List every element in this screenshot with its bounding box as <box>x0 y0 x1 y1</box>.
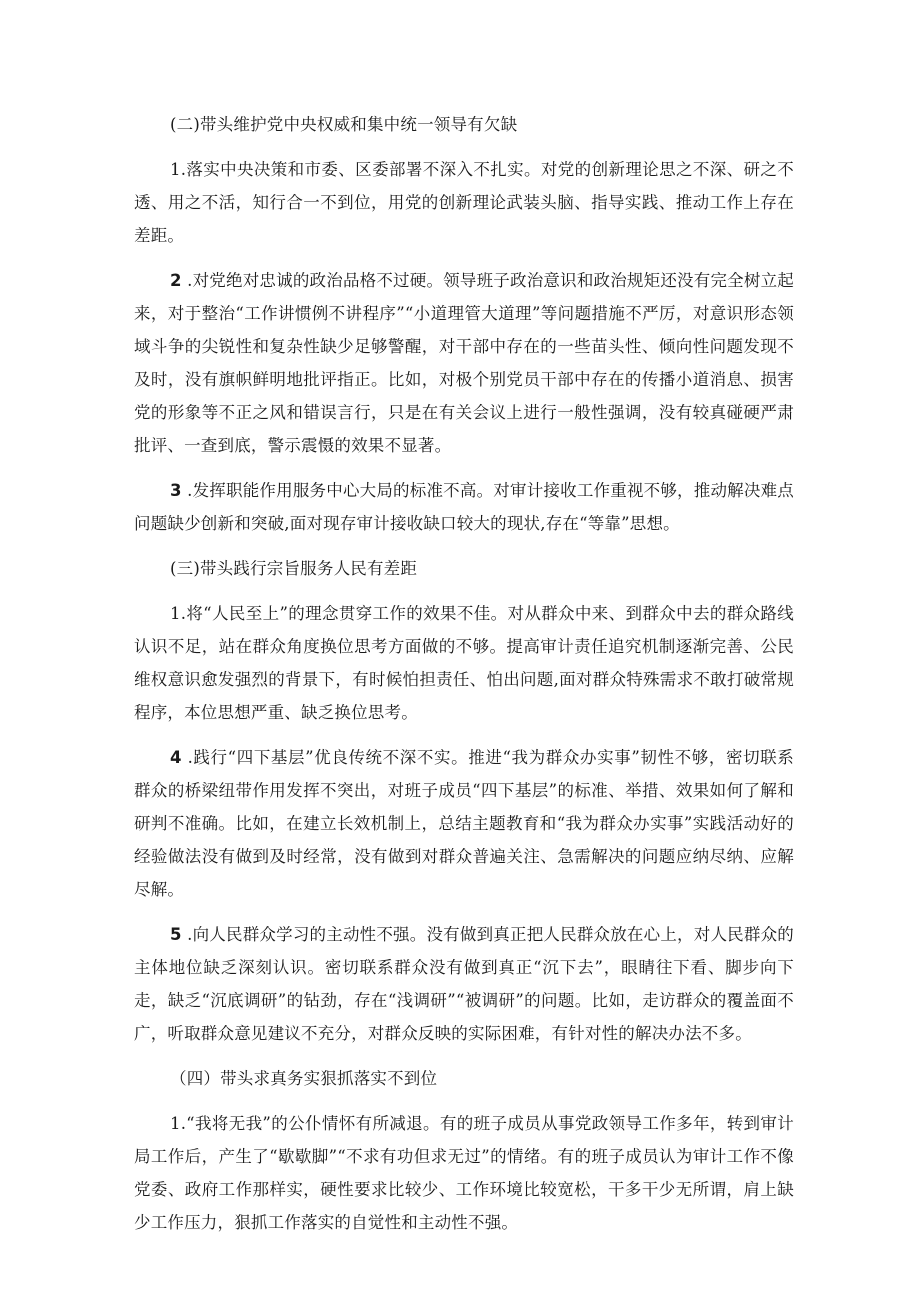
paragraph-3-5 <box>134 918 794 1050</box>
item-number: 1. <box>170 1114 187 1133</box>
item-number: 4 <box>170 748 182 767</box>
section-heading-4: （四）带头求真务实狠抓落实不到位 <box>170 1069 438 1088</box>
paragraph-3-4 <box>134 741 794 906</box>
item-text: 将“人民至上”的理念贯穿工作的效果不佳。对从群众中来、到群众中去的群众路线认识不足，站在群众角度换位思考方面做的不够。提高审计责任追究机制逐渐完善、公民维权意识愈发强烈的背景下，有时候怕担责任、怕出问题,面对群众特殊需求不敢打破常规程序，本位思想严重、缺乏换位思考。 <box>134 604 794 722</box>
item-text: .发挥职能作用服务中心大局的标准不高。对审计接收工作重视不够，推动解决难点问题缺少创新和突破,面对现存审计接收缺口较大的现状,存在“等靠”思想。 <box>134 481 794 533</box>
document-body <box>134 108 794 1251</box>
item-number: 3 <box>170 481 182 500</box>
item-number: 1. <box>170 160 187 179</box>
item-text: “我将无我”的公仆情怀有所减退。有的班子成员从事党政领导工作多年，转到审计局工作后，产生了“歇歇脚”“不求有功但求无过”的情绪。有的班子成员认为审计工作不像党委、政府工作那样实，硬性要求比较少、工作环境比较宽松，干多干少无所谓，肩上缺少工作压力，狠抓工作落实的自觉性和主动性不强。 <box>134 1114 794 1232</box>
item-number: 5 <box>170 925 182 944</box>
item-text: .践行“四下基层”优良传统不深不实。推进“我为群众办实事”韧性不够，密切联系群众的桥梁纽带作用发挥不突出，对班子成员“四下基层”的标准、举措、效果如何了解和研判不准确。比如，在建立长效机制上，总结主题教育和“我为群众办实事”实践活动好的经验做法没有做到及时经常，没有做到对群众普遍关注、急需解决的问题应纳尽纳、应解尽解。 <box>134 748 794 899</box>
section-heading-3: (三)带头践行宗旨服务人民有差距 <box>170 559 418 578</box>
paragraph-2-1 <box>134 153 794 252</box>
item-text: .向人民群众学习的主动性不强。没有做到真正把人民群众放在心上，对人民群众的主体地位缺乏深刻认识。密切联系群众没有做到真正“沉下去”，眼睛往下看、脚步向下走，缺乏“沉底调研”的钻劲，存在“浅调研”“被调研”的问题。比如，走访群众的覆盖面不广，听取群众意见建议不充分，对群众反映的实际困难，有针对性的解决办法不多。 <box>134 925 794 1043</box>
paragraph-2-3 <box>134 474 794 540</box>
paragraph-2-2 <box>134 264 794 462</box>
paragraph-4-1 <box>134 1107 794 1239</box>
paragraph-3-1 <box>134 597 794 729</box>
section-heading-2: (二)带头维护党中央权威和集中统一领导有欠缺 <box>170 115 518 134</box>
item-text: .对党绝对忠诚的政治品格不过硬。领导班子政治意识和政治规矩还没有完全树立起来，对于整治“工作讲惯例不讲程序”“小道理管大道理”等问题措施不严厉，对意识形态领域斗争的尖锐性和复杂性缺少足够警醒，对干部中存在的一些苗头性、倾向性问题发现不及时，没有旗帜鲜明地批评指正。比如，对极个别党员干部中存在的传播小道消息、损害党的形象等不正之风和错误言行，只是在有关会议上进行一般性强调，没有较真碰硬严肃批评、一查到底，警示震慑的效果不显著。 <box>134 271 794 455</box>
item-text: 落实中央决策和市委、区委部署不深入不扎实。对党的创新理论思之不深、研之不透、用之不活，知行合一不到位，用党的创新理论武装头脑、指导实践、推动工作上存在差距。 <box>134 160 794 245</box>
item-number: 1. <box>170 604 187 623</box>
item-number: 2 <box>170 271 182 290</box>
